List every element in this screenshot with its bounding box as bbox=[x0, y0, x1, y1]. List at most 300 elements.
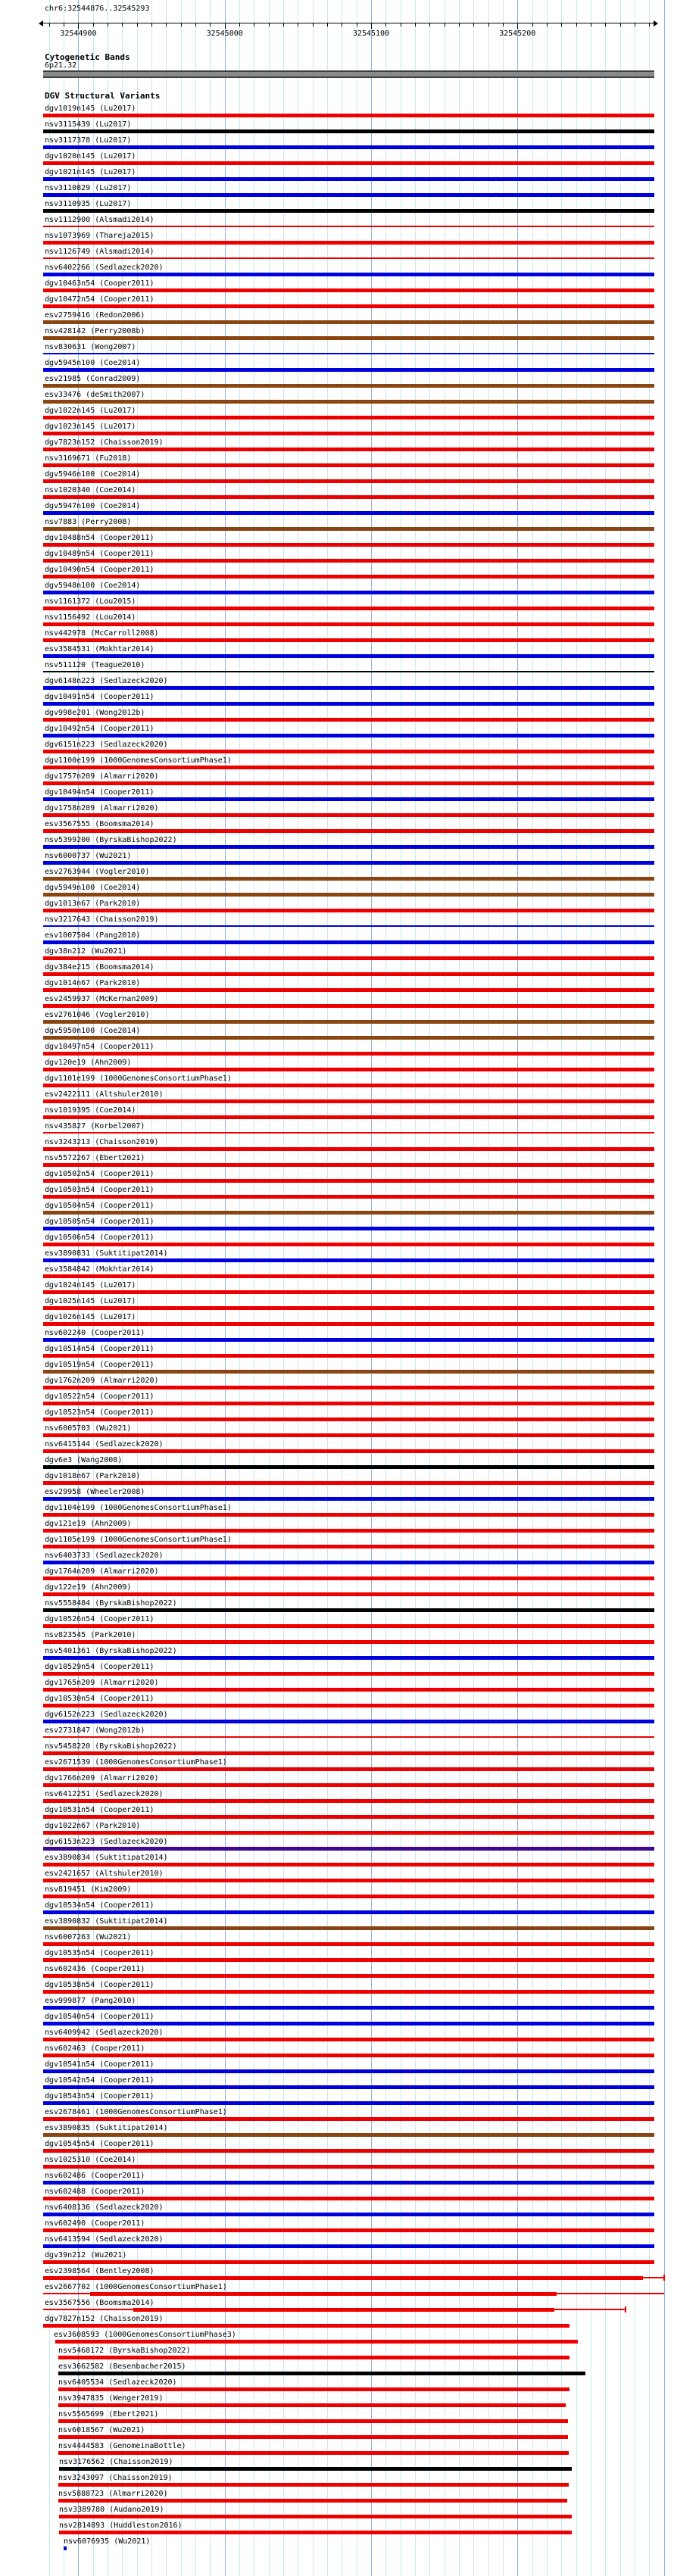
variant-bar[interactable] bbox=[43, 432, 654, 435]
variant-bar[interactable] bbox=[43, 2213, 654, 2216]
ruler-major-tick bbox=[517, 23, 518, 29]
ruler-arrow-left bbox=[39, 20, 43, 27]
variant-label: nsv830631 (Wong2007) bbox=[45, 343, 136, 351]
variant-bar[interactable] bbox=[43, 1449, 654, 1453]
variant-label: nsv5888723 (Almarri2020) bbox=[58, 2490, 168, 2498]
variant-bar[interactable] bbox=[43, 766, 654, 769]
variant-label: nsv3243213 (Chaisson2019) bbox=[45, 1138, 159, 1146]
variant-bar[interactable] bbox=[43, 1036, 654, 1040]
variant-bar[interactable] bbox=[43, 1004, 654, 1008]
cytogenetic-band-name: 6p21.32 bbox=[45, 61, 77, 70]
variant-label: dgv120e19 (Ahn2009) bbox=[45, 1059, 132, 1067]
variant-label: nsv5572267 (Ebert2021) bbox=[45, 1154, 145, 1162]
variant-bar[interactable] bbox=[43, 1132, 654, 1134]
variant-bar[interactable] bbox=[43, 2197, 654, 2200]
ruler-minor-tick bbox=[122, 23, 123, 27]
variant-bar[interactable] bbox=[43, 1704, 654, 1707]
ruler-minor-tick bbox=[210, 23, 211, 27]
variant-label: dgv1024n145 (Lu2017) bbox=[45, 1281, 136, 1290]
ruler-minor-tick bbox=[49, 23, 50, 27]
variant-label: dgv10530n54 (Cooper2011) bbox=[45, 1695, 154, 1703]
variant-bar[interactable] bbox=[43, 1163, 654, 1167]
variant-bar[interactable] bbox=[43, 781, 654, 785]
variant-bar[interactable] bbox=[43, 1576, 654, 1580]
ruler-minor-tick bbox=[488, 23, 489, 27]
variant-label: esv2422111 (Altshuler2010) bbox=[45, 1090, 164, 1099]
variant-label: nsv1073969 (Thareja2015) bbox=[45, 232, 154, 240]
variant-label: esv999877 (Pang2010) bbox=[45, 1997, 136, 2005]
variant-label: esv3567555 (Boomsma2014) bbox=[45, 820, 154, 828]
variant-label: dgv10526n54 (Cooper2011) bbox=[45, 1615, 154, 1623]
variant-bar[interactable] bbox=[43, 2181, 654, 2185]
variant-bar[interactable] bbox=[43, 1656, 654, 1660]
variant-bar[interactable] bbox=[43, 2165, 654, 2169]
variant-label: dgv10503n54 (Cooper2011) bbox=[45, 1186, 154, 1194]
variant-bar[interactable] bbox=[643, 2277, 663, 2278]
ruler-minor-tick bbox=[459, 23, 460, 27]
variant-label: nsv6408136 (Sedlazeck2020) bbox=[45, 2203, 164, 2212]
variant-label: dgv10492n54 (Cooper2011) bbox=[45, 725, 154, 733]
variant-bar[interactable] bbox=[43, 527, 654, 531]
variant-bar[interactable] bbox=[43, 2309, 133, 2310]
ruler-major-tick bbox=[371, 23, 372, 29]
variant-bar[interactable] bbox=[43, 400, 654, 404]
variant-bar[interactable] bbox=[64, 2546, 67, 2550]
variant-label: dgv7823n152 (Chaisson2019) bbox=[45, 438, 164, 447]
variant-label: dgv5950n100 (Coe2014) bbox=[45, 1027, 141, 1035]
variant-label: nsv5468172 (ByrskaBishop2022) bbox=[58, 2347, 191, 2355]
variant-bar[interactable] bbox=[43, 1417, 654, 1421]
variant-bar[interactable] bbox=[43, 1402, 654, 1405]
variant-label: nsv428142 (Perry2008b) bbox=[45, 327, 145, 335]
variant-bar[interactable] bbox=[58, 2419, 568, 2423]
variant-bar[interactable] bbox=[43, 1195, 654, 1199]
variant-bar[interactable] bbox=[43, 2117, 654, 2121]
variant-bar[interactable] bbox=[43, 320, 654, 324]
variant-bar[interactable] bbox=[43, 1640, 654, 1644]
variant-bar[interactable] bbox=[43, 353, 654, 354]
variant-bar[interactable] bbox=[43, 193, 654, 197]
variant-bar[interactable] bbox=[43, 1354, 654, 1358]
variant-label: nsv6409942 (Sedlazeck2020) bbox=[45, 2029, 164, 2037]
variant-bar[interactable] bbox=[43, 1115, 654, 1119]
variant-bar[interactable] bbox=[43, 1831, 654, 1835]
variant-label: esv3584842 (Mokhtar2014) bbox=[45, 1265, 154, 1274]
variant-bar[interactable] bbox=[43, 1561, 654, 1564]
ruler-minor-tick bbox=[605, 23, 606, 27]
variant-label: esv2763944 (Vogler2010) bbox=[45, 868, 150, 876]
variant-label: nsv602488 (Cooper2011) bbox=[45, 2188, 145, 2196]
variant-bar[interactable] bbox=[43, 829, 654, 833]
variant-bar[interactable] bbox=[43, 718, 654, 722]
ruler-minor-tick bbox=[532, 23, 533, 27]
variant-bar[interactable] bbox=[43, 972, 654, 976]
variant-bar[interactable] bbox=[43, 1068, 654, 1071]
variant-label: dgv10535n54 (Cooper2011) bbox=[45, 1949, 154, 1957]
variant-label: nsv6076935 (Wu2021) bbox=[64, 2537, 151, 2546]
variant-bar[interactable] bbox=[43, 2244, 654, 2248]
variant-bar[interactable] bbox=[43, 1592, 654, 1596]
variant-bar[interactable] bbox=[43, 671, 654, 672]
variant-bar[interactable] bbox=[43, 1910, 654, 1914]
variant-bar[interactable] bbox=[43, 384, 654, 388]
variant-bar[interactable] bbox=[43, 1783, 654, 1787]
variant-label: dgv1757n209 (Almarri2020) bbox=[45, 772, 159, 781]
variant-bar[interactable] bbox=[59, 2467, 572, 2471]
ruler-minor-tick bbox=[576, 23, 577, 27]
variant-label: dgv10491n54 (Cooper2011) bbox=[45, 693, 154, 701]
variant-bar[interactable] bbox=[43, 797, 654, 801]
variant-label: dgv1105e199 (1000GenomesConsortiumPhase1) bbox=[45, 1536, 232, 1544]
variant-label: nsv1025310 (Coe2014) bbox=[45, 2156, 136, 2164]
variant-label: nsv1020340 (Coe2014) bbox=[45, 486, 136, 494]
variant-label: dgv1758n209 (Almarri2020) bbox=[45, 804, 159, 812]
variant-bar[interactable] bbox=[43, 813, 654, 817]
variant-label: nsv602486 (Cooper2011) bbox=[45, 2172, 145, 2180]
variant-label: dgv10534n54 (Cooper2011) bbox=[45, 1901, 154, 1910]
variant-bar[interactable] bbox=[43, 893, 654, 897]
variant-label: nsv5399200 (ByrskaBishop2022) bbox=[45, 836, 177, 844]
variant-label: dgv6153n223 (Sedlazeck2020) bbox=[45, 1838, 168, 1846]
variant-bar[interactable] bbox=[43, 1958, 654, 1962]
variant-label: nsv5401361 (ByrskaBishop2022) bbox=[45, 1647, 177, 1655]
variant-bar[interactable] bbox=[43, 1099, 654, 1103]
variant-bar[interactable] bbox=[43, 956, 654, 960]
variant-bar[interactable] bbox=[43, 1624, 654, 1628]
variant-bar[interactable] bbox=[43, 1020, 654, 1024]
variant-label: dgv1766n209 (Almarri2020) bbox=[45, 1774, 159, 1782]
variant-bar[interactable] bbox=[43, 257, 654, 259]
variant-bar[interactable] bbox=[43, 702, 654, 706]
variant-label: dgv1101e199 (1000GenomesConsortiumPhase1) bbox=[45, 1074, 232, 1083]
variant-bar[interactable] bbox=[43, 209, 654, 213]
variant-bar[interactable] bbox=[43, 1465, 654, 1469]
variant-end-cap bbox=[663, 2275, 665, 2281]
variant-label: esv3890835 (Suktitipat2014) bbox=[45, 2124, 168, 2132]
variant-label: nsv1161372 (Lou2015) bbox=[45, 597, 136, 606]
variant-label: nsv6402266 (Sedlazeck2020) bbox=[45, 264, 164, 272]
variant-bar[interactable] bbox=[43, 607, 654, 610]
variant-bar[interactable] bbox=[43, 1879, 654, 1882]
variant-bar[interactable] bbox=[43, 1306, 654, 1310]
variant-bar[interactable] bbox=[43, 226, 654, 227]
variant-bar[interactable] bbox=[43, 734, 654, 738]
variant-bar[interactable] bbox=[43, 1895, 654, 1898]
variant-bar[interactable] bbox=[43, 1211, 654, 1215]
ruler-minor-tick bbox=[137, 23, 138, 27]
variant-label: dgv1021n145 (Lu2017) bbox=[45, 168, 136, 176]
variant-label: dgv10463n54 (Cooper2011) bbox=[45, 279, 154, 288]
variant-label: dgv384e215 (Boomsma2014) bbox=[45, 963, 154, 971]
variant-bar[interactable] bbox=[43, 861, 654, 865]
variant-label: nsv3243097 (Chaisson2019) bbox=[58, 2474, 173, 2482]
variant-bar[interactable] bbox=[43, 622, 654, 626]
variant-label: nsv602436 (Cooper2011) bbox=[45, 1965, 145, 1973]
ruler-tick-label: 32545200 bbox=[499, 30, 536, 38]
variant-bar[interactable] bbox=[59, 2515, 572, 2518]
variant-label: esv2671539 (1000GenomesConsortiumPhase1) bbox=[45, 1758, 227, 1767]
variant-bar[interactable] bbox=[43, 1529, 654, 1533]
variant-label: dgv1765n209 (Almarri2020) bbox=[45, 1679, 159, 1687]
variant-bar[interactable] bbox=[43, 877, 654, 881]
variant-bar[interactable] bbox=[43, 1815, 654, 1819]
variant-bar[interactable] bbox=[43, 2228, 654, 2232]
variant-label: nsv819451 (Kim2009) bbox=[45, 1885, 132, 1894]
variant-bar[interactable] bbox=[43, 1513, 654, 1517]
ruler-minor-tick bbox=[151, 23, 152, 27]
variant-bar[interactable] bbox=[43, 1847, 654, 1851]
variant-bar[interactable] bbox=[43, 1052, 654, 1056]
variant-bar[interactable] bbox=[43, 1243, 654, 1246]
variant-bar[interactable] bbox=[58, 2403, 566, 2407]
variant-label: dgv10523n54 (Cooper2011) bbox=[45, 1408, 154, 1417]
variant-label: dgv10522n54 (Cooper2011) bbox=[45, 1392, 154, 1401]
variant-bar[interactable] bbox=[59, 2531, 572, 2534]
variant-label: nsv3110935 (Lu2017) bbox=[45, 200, 132, 208]
variant-label: dgv10538n54 (Cooper2011) bbox=[45, 1981, 154, 1989]
ruler-minor-tick bbox=[385, 23, 386, 27]
dgv-track-title: DGV Structural Variants bbox=[45, 91, 161, 101]
cytogenetic-band-bar bbox=[43, 70, 654, 78]
variant-bar[interactable] bbox=[43, 1720, 654, 1723]
variant-bar[interactable] bbox=[43, 1147, 654, 1151]
variant-label: nsv435827 (Korbel2007) bbox=[45, 1122, 145, 1131]
variant-bar[interactable] bbox=[43, 368, 654, 372]
variant-bar[interactable] bbox=[43, 1258, 654, 1262]
variant-bar[interactable] bbox=[43, 2054, 654, 2057]
variant-bar[interactable] bbox=[43, 1290, 654, 1294]
variant-label: esv2678461 (1000GenomesConsortiumPhase1) bbox=[45, 2108, 227, 2116]
variant-bar[interactable] bbox=[43, 591, 654, 594]
variant-bar[interactable] bbox=[43, 129, 654, 133]
variant-label: dgv10529n54 (Cooper2011) bbox=[45, 1663, 154, 1671]
variant-bar[interactable] bbox=[43, 1767, 654, 1771]
ruler-arrow-right bbox=[654, 20, 658, 27]
variant-label: esv29958 (Wheeler2008) bbox=[45, 1488, 145, 1496]
variant-bar[interactable] bbox=[133, 2308, 554, 2312]
variant-bar[interactable] bbox=[43, 1322, 654, 1326]
variant-bar[interactable] bbox=[43, 1608, 654, 1612]
variant-bar[interactable] bbox=[43, 1751, 654, 1755]
variant-label: nsv6007263 (Wu2021) bbox=[45, 1933, 132, 1941]
variant-label: esv2398564 (Bentley2008) bbox=[45, 2267, 154, 2275]
variant-bar[interactable] bbox=[43, 654, 654, 658]
variant-bar[interactable] bbox=[58, 2435, 568, 2439]
variant-label: dgv7827n152 (Chaisson2019) bbox=[45, 2315, 164, 2323]
variant-bar[interactable] bbox=[43, 241, 654, 245]
variant-bar[interactable] bbox=[43, 750, 654, 753]
variant-label: dgv10489n54 (Cooper2011) bbox=[45, 550, 154, 558]
variant-bar[interactable] bbox=[43, 1799, 654, 1803]
ruler-minor-tick bbox=[166, 23, 167, 27]
variant-bar[interactable] bbox=[43, 1433, 654, 1437]
ruler-minor-tick bbox=[327, 23, 328, 27]
variant-bar[interactable] bbox=[43, 1370, 654, 1374]
variant-label: dgv122e19 (Ahn2009) bbox=[45, 1583, 132, 1592]
variant-bar[interactable] bbox=[43, 2101, 654, 2105]
variant-bar[interactable] bbox=[43, 2006, 654, 2010]
variant-label: nsv3110829 (Lu2017) bbox=[45, 184, 132, 192]
variant-label: nsv1156492 (Lou2014) bbox=[45, 613, 136, 622]
variant-bar[interactable] bbox=[43, 479, 654, 483]
variant-bar[interactable] bbox=[43, 543, 654, 547]
variant-bar[interactable] bbox=[58, 2356, 569, 2359]
variant-label: dgv1019n145 (Lu2017) bbox=[45, 104, 136, 113]
variant-bar[interactable] bbox=[43, 145, 654, 149]
variant-label: dgv1100e199 (1000GenomesConsortiumPhase1) bbox=[45, 756, 232, 765]
variant-bar[interactable] bbox=[43, 1942, 654, 1946]
variant-bar[interactable] bbox=[43, 925, 654, 927]
variant-label: nsv5458220 (ByrskaBishop2022) bbox=[45, 1742, 177, 1751]
ruler-minor-tick bbox=[93, 23, 94, 27]
variant-label: dgv5948n100 (Coe2014) bbox=[45, 582, 141, 590]
variant-label: esv2421657 (Altshuler2010) bbox=[45, 1870, 164, 1878]
variant-bar[interactable] bbox=[43, 1227, 654, 1230]
variant-bar[interactable] bbox=[43, 2038, 654, 2041]
ruler-minor-tick bbox=[313, 23, 314, 27]
variant-bar[interactable] bbox=[43, 2149, 654, 2153]
variant-bar[interactable] bbox=[43, 1926, 654, 1930]
variant-label: nsv511120 (Teague2010) bbox=[45, 661, 145, 669]
variant-bar[interactable] bbox=[43, 1386, 654, 1389]
major-gridline bbox=[664, 0, 665, 2576]
cytogenetic-section-title: Cytogenetic Bands bbox=[45, 52, 130, 62]
variant-label: dgv5946n100 (Coe2014) bbox=[45, 470, 141, 479]
variant-bar[interactable] bbox=[58, 2483, 569, 2487]
variant-label: dgv10542n54 (Cooper2011) bbox=[45, 2076, 154, 2085]
variant-bar[interactable] bbox=[43, 909, 654, 912]
variant-bar[interactable] bbox=[58, 2499, 567, 2503]
variant-label: nsv6412251 (Sedlazeck2020) bbox=[45, 1790, 164, 1798]
variant-bar[interactable] bbox=[55, 2340, 578, 2344]
variant-bar[interactable] bbox=[58, 2387, 569, 2391]
variant-bar[interactable] bbox=[43, 1688, 654, 1692]
variant-bar[interactable] bbox=[43, 161, 654, 165]
variant-bar[interactable] bbox=[43, 1497, 654, 1501]
ruler-minor-tick bbox=[429, 23, 430, 27]
variant-label: esv3662582 (Besenbacher2015) bbox=[58, 2362, 186, 2371]
variant-bar[interactable] bbox=[43, 638, 654, 642]
variant-label: nsv1126749 (Alsmadi2014) bbox=[45, 248, 154, 256]
variant-bar[interactable] bbox=[58, 2372, 585, 2375]
variant-bar[interactable] bbox=[43, 463, 654, 467]
variant-label: esv3890834 (Suktitipat2014) bbox=[45, 1854, 168, 1862]
variant-label: dgv121e19 (Ahn2009) bbox=[45, 1520, 132, 1528]
variant-label: nsv2814893 (Huddleston2016) bbox=[59, 2521, 183, 2530]
variant-bar[interactable] bbox=[43, 1274, 654, 1278]
variant-bar[interactable] bbox=[43, 1863, 654, 1867]
variant-label: dgv6152n223 (Sedlazeck2020) bbox=[45, 1711, 168, 1719]
variant-bar[interactable] bbox=[43, 1084, 654, 1087]
variant-bar[interactable] bbox=[43, 1974, 654, 1978]
ruler-minor-tick bbox=[649, 23, 650, 27]
variant-label: nsv3389780 (Audano2019) bbox=[59, 2506, 164, 2514]
variant-label: dgv10472n54 (Cooper2011) bbox=[45, 295, 154, 304]
variant-bar[interactable] bbox=[43, 448, 654, 451]
variant-bar[interactable] bbox=[43, 2293, 90, 2294]
variant-bar[interactable] bbox=[43, 940, 654, 944]
variant-label: dgv1020n145 (Lu2017) bbox=[45, 152, 136, 161]
variant-label: nsv1019395 (Coe2014) bbox=[45, 1106, 136, 1115]
variant-label: dgv10519n54 (Cooper2011) bbox=[45, 1361, 154, 1369]
variant-bar[interactable] bbox=[43, 686, 654, 690]
ruler-tick-label: 32544900 bbox=[60, 30, 97, 38]
variant-label: dgv1014n67 (Park2010) bbox=[45, 979, 141, 987]
variant-bar[interactable] bbox=[43, 2069, 654, 2073]
variant-bar[interactable] bbox=[43, 988, 654, 992]
variant-bar[interactable] bbox=[43, 288, 654, 292]
variant-label: nsv3117378 (Lu2017) bbox=[45, 136, 132, 145]
variant-bar[interactable] bbox=[43, 511, 654, 515]
variant-bar[interactable] bbox=[43, 1481, 654, 1485]
variant-bar[interactable] bbox=[43, 1338, 654, 1342]
variant-bar[interactable] bbox=[554, 2309, 625, 2310]
variant-label: esv2667702 (1000GenomesConsortiumPhase1) bbox=[45, 2283, 227, 2291]
variant-bar[interactable] bbox=[43, 1545, 654, 1548]
variant-label: nsv3169671 (Fu2018) bbox=[45, 454, 132, 463]
ruler-minor-tick bbox=[239, 23, 240, 27]
variant-bar[interactable] bbox=[43, 1672, 654, 1676]
variant-bar[interactable] bbox=[43, 1990, 654, 1994]
variant-label: dgv10545n54 (Cooper2011) bbox=[45, 2140, 154, 2148]
variant-label: dgv10506n54 (Cooper2011) bbox=[45, 1233, 154, 1242]
variant-bar[interactable] bbox=[43, 575, 654, 579]
variant-bar[interactable] bbox=[43, 845, 654, 849]
variant-bar[interactable] bbox=[43, 304, 654, 308]
variant-bar[interactable] bbox=[58, 2451, 569, 2455]
variant-bar[interactable] bbox=[43, 177, 654, 181]
variant-bar[interactable] bbox=[43, 114, 654, 117]
variant-label: esv2731847 (Wong2012b) bbox=[45, 1726, 145, 1735]
ruler-minor-tick bbox=[283, 23, 284, 27]
ruler-tick-label: 32545100 bbox=[352, 30, 390, 38]
ruler-minor-tick bbox=[181, 23, 182, 27]
variant-bar[interactable] bbox=[43, 273, 654, 276]
variant-bar[interactable] bbox=[557, 2293, 664, 2294]
variant-end-cap bbox=[625, 2306, 626, 2312]
variant-bar[interactable] bbox=[43, 559, 654, 563]
variant-bar[interactable] bbox=[43, 2324, 569, 2328]
variant-label: dgv5949n100 (Coe2014) bbox=[45, 884, 141, 892]
variant-label: nsv6403733 (Sedlazeck2020) bbox=[45, 1552, 164, 1560]
variant-label: nsv602490 (Cooper2011) bbox=[45, 2219, 145, 2228]
variant-bar[interactable] bbox=[43, 1736, 654, 1738]
variant-bar[interactable] bbox=[43, 2022, 654, 2026]
variant-bar[interactable] bbox=[90, 2292, 557, 2296]
variant-label: dgv38n212 (Wu2021) bbox=[45, 947, 127, 956]
variant-label: dgv10502n54 (Cooper2011) bbox=[45, 1170, 154, 1178]
variant-bar[interactable] bbox=[43, 2276, 643, 2280]
ruler-minor-tick bbox=[473, 23, 474, 27]
variant-label: dgv6151n223 (Sedlazeck2020) bbox=[45, 741, 168, 749]
variant-label: nsv602463 (Cooper2011) bbox=[45, 2044, 145, 2053]
variant-bar[interactable] bbox=[43, 336, 654, 340]
variant-label: nsv3217643 (Chaisson2019) bbox=[45, 915, 159, 924]
variant-bar[interactable] bbox=[43, 2260, 654, 2264]
variant-bar[interactable] bbox=[43, 2085, 654, 2089]
variant-label: dgv1022n145 (Lu2017) bbox=[45, 407, 136, 415]
variant-bar[interactable] bbox=[43, 2133, 654, 2137]
variant-label: dgv10488n54 (Cooper2011) bbox=[45, 534, 154, 542]
variant-bar[interactable] bbox=[43, 495, 654, 499]
variant-bar[interactable] bbox=[43, 416, 654, 419]
variant-label: dgv6148n223 (Sedlazeck2020) bbox=[45, 677, 168, 685]
variant-label: nsv6005703 (Wu2021) bbox=[45, 1424, 132, 1433]
variant-bar[interactable] bbox=[43, 1179, 654, 1183]
variant-label: nsv602240 (Cooper2011) bbox=[45, 1329, 145, 1337]
variant-label: dgv10504n54 (Cooper2011) bbox=[45, 1202, 154, 1210]
ruler-minor-tick bbox=[195, 23, 196, 27]
